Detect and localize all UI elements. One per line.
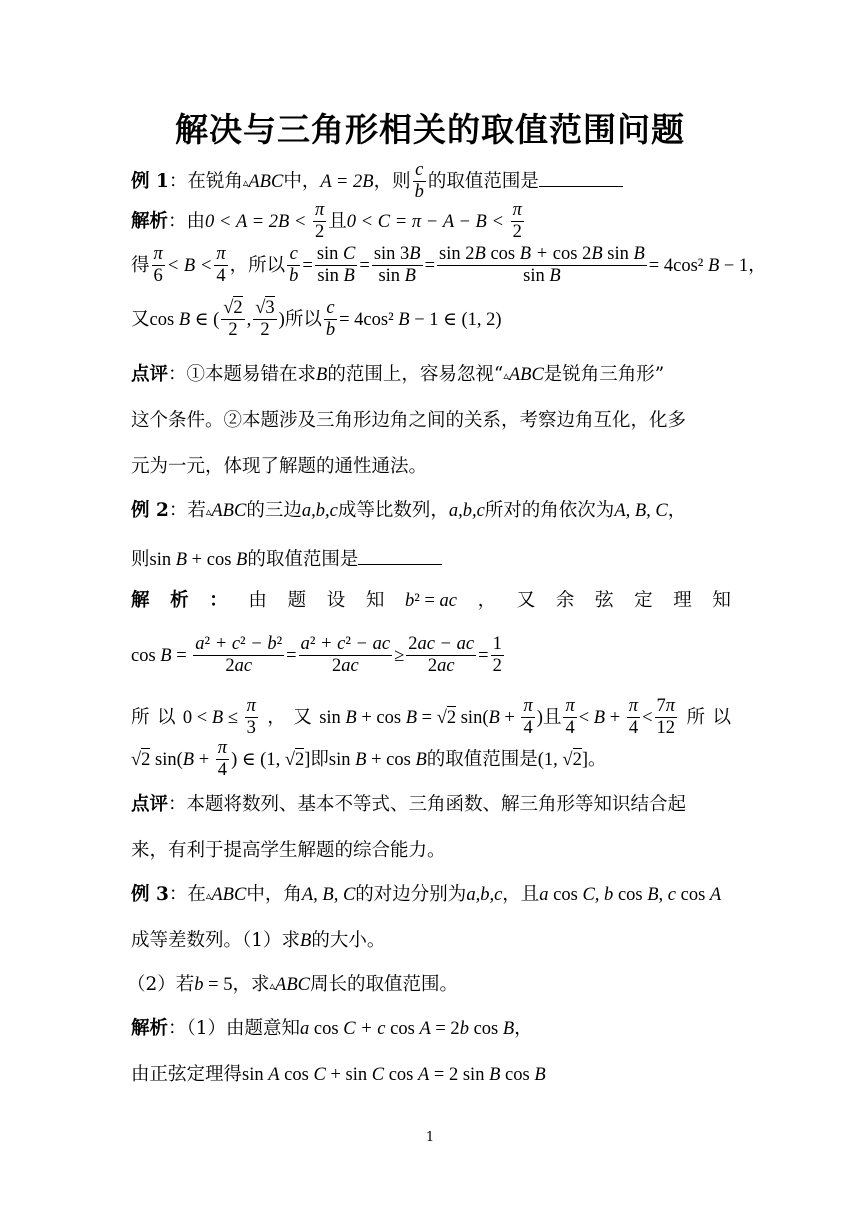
example-2-solution-line-1: 解 析 ： 由 题 设 知 b² = ac ， 又 余 弦 定 理 知 — [131, 590, 731, 611]
example-3-solution-line-1: 解析：（1）由题意知a cos C + c cos A = 2b cos B， — [131, 1018, 533, 1039]
example-3-solution-line-2: 由正弦定理得sin A cos C + sin C cos A = 2 sin B cos B — [131, 1064, 546, 1085]
example-2-question-line-2: 则sin B + cos B的取值范围是 — [131, 546, 731, 571]
example-1-comment-line-2: 这个条件。②本题涉及三角形边角之间的关系，考察边角互化，化多 — [131, 410, 687, 431]
example-1-solution-line-1: 解析：由0 < A = 2B < $\frac{\pi}{2}$ 且0 < C = π − A − B < $\frac{\pi}{2}$ — [131, 200, 522, 243]
page-number: 1 — [425, 1130, 435, 1145]
example-1-label: 例 1 — [131, 170, 169, 192]
document-title: 解决与三角形相关的取值范围问题 — [175, 110, 685, 149]
example-3-question-line-2: 成等差数列。（1）求B的大小。 — [131, 930, 386, 951]
example-1-comment-line-1: 点评：①本题易错在求B的范围上，容易忽视“▵ABC是锐角三角形” — [131, 364, 665, 385]
example-3-question-part-2: （2）若b = 5，求▵ABC周长的取值范围。 — [127, 974, 458, 995]
example-2-comment-line-2: 来，有利于提高学生解题的综合能力。 — [131, 840, 446, 861]
example-1-comment-line-3: 元为一元，体现了解题的通性通法。 — [131, 456, 428, 477]
example-3-question-line-1: 例 3：在▵ABC中，角A, B, C的对边分别为a,b,c，且a cos C, b cos B, c cos A — [131, 884, 722, 905]
example-1-solution-line-3: 又cos B ∈ ( $\frac{√2}{2}$ , $\frac{√3}{2}$ )所以 $\frac{c}{b}$ = 4cos² B − 1 ∈ (1, 2) — [131, 298, 502, 341]
example-1-question: 例 1：在锐角▵ABC中，A = 2B，则 $\frac{c}{b}$ 的取值范围是 — [131, 160, 731, 204]
example-2-solution-line-2: cos B = $\frac{\text{a² + c² − b²}}{2ac}$ = $\frac{\text{a² + c² − ac}}{2ac}$ ≥ $\frac{2ac - ac}{2ac}$ = $\frac{1}{2}$ — [131, 634, 502, 677]
example-2-question-line-1: 例 2：若▵ABC的三边a,b,c成等比数列，a,b,c所对的角依次为A, B, C， — [131, 500, 687, 521]
example-2-comment-line-1: 点评：本题将数列、基本不等式、三角函数、解三角形等知识结合起 — [131, 794, 687, 815]
example-1-solution-line-2: 得 $\frac{\pi}{6}$ < B < $\frac{\pi}{4}$ ，所以 $\frac{c}{b}$ = $\frac{\text{sin C}}{\text{sin B}}$ = $\frac{\sin 3B}{\text{sin B}}$ = $\frac{\text{sin 2B cos B + cos 2B sin B}}{\text{sin B}}$ = 4cos² B − 1， — [131, 244, 767, 287]
example-2-solution-line-4: √2 sin(B + $\frac{\pi}{4}$ ) ∈ (1, √2]即sin B + cos B的取值范围是(1, √2]。 — [131, 738, 607, 781]
answer-blank — [358, 546, 442, 565]
example-2-solution-line-3: 所 以 0 < B ≤ $\frac{\pi}{3}$ ， 又 sin B + cos B = √2 sin(B + $\frac{\pi}{4}$ )且 $\frac{\pi}{4}$ < B + $\frac{\pi}{4}$ < $\frac{7\pi}{12}$ 所 以 — [131, 696, 731, 739]
answer-blank — [539, 168, 623, 187]
